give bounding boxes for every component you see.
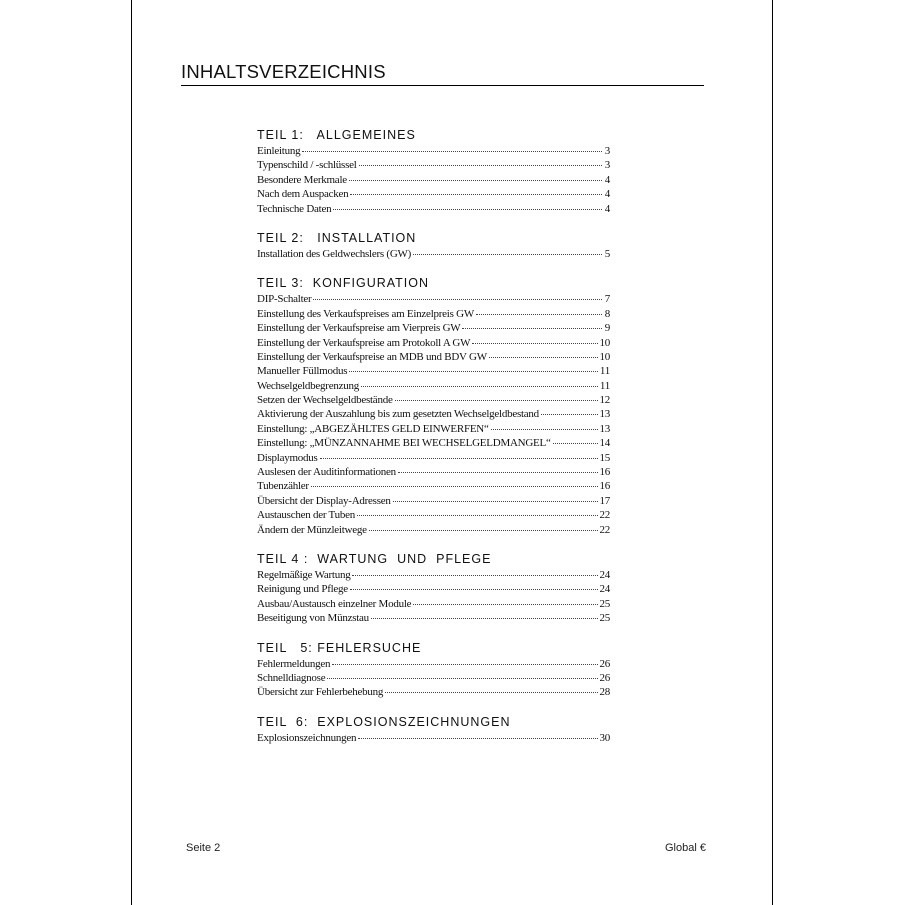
toc-entry-label: Einleitung (257, 145, 301, 157)
toc-entry-label: Übersicht der Display-Adressen (257, 494, 391, 507)
page-title: INHALTSVERZEICHNIS (181, 61, 386, 82)
toc-entry[interactable] (257, 582, 610, 596)
toc-entry[interactable] (257, 144, 610, 158)
toc-entry-page: 16 (599, 480, 610, 493)
toc-entry-page: 17 (599, 494, 610, 507)
toc-section-heading: TEIL 1: ALLGEMEINES (257, 128, 416, 142)
toc-leader-dots (350, 589, 598, 590)
toc-section-heading: TEIL 2: INSTALLATION (257, 230, 417, 245)
toc-entry-page: 16 (599, 466, 610, 479)
toc-entry-page: 13 (599, 422, 610, 435)
toc-entry-label: Typenschild / -schlüssel (257, 159, 357, 172)
toc-leader-dots (553, 443, 598, 444)
toc-entry-label: DIP-Schalter (257, 293, 312, 306)
toc-entry[interactable] (257, 173, 610, 187)
toc-entry-label: Aktivierung der Auszahlung bis zum gesetzten Wechselgeldbestand (257, 408, 539, 421)
toc-section-heading: TEIL 5: FEHLERSUCHE (257, 640, 422, 655)
toc-leader-dots (332, 664, 597, 665)
toc-entry-label: Setzen der Wechselgeldbestände (257, 394, 393, 407)
toc-entry[interactable] (257, 523, 610, 537)
toc-section-heading: TEIL 3: KONFIGURATION (257, 276, 430, 291)
toc-entry-page: 5 (604, 247, 610, 260)
toc-entry[interactable] (257, 187, 610, 201)
toc-entry-page: 9 (604, 322, 610, 335)
toc-entry-label: Einstellung der Verkaufspreise an MDB und BDV GW (257, 350, 487, 363)
toc-leader-dots (371, 618, 598, 619)
toc-entry[interactable] (257, 202, 610, 216)
toc-entry-page: 22 (599, 509, 610, 522)
toc-leader-dots (369, 530, 598, 531)
toc-entry-page: 4 (604, 188, 610, 201)
toc-entry-page: 26 (599, 671, 610, 684)
toc-entry-page: 24 (599, 568, 610, 581)
toc-entry-label: Technische Daten (257, 202, 332, 215)
toc-entry[interactable] (257, 350, 610, 364)
toc-entry[interactable] (257, 508, 610, 522)
toc-entry-page: 3 (604, 145, 610, 157)
page-border-right (772, 0, 773, 905)
toc-entry[interactable] (257, 321, 610, 335)
toc-entry[interactable] (257, 247, 610, 261)
toc-entry[interactable] (257, 568, 610, 582)
toc-leader-dots (385, 692, 597, 693)
toc-entry-label: Einstellung der Verkaufspreise am Vierpreis GW (257, 322, 461, 335)
toc-entry[interactable] (257, 292, 610, 306)
table-of-contents (257, 127, 610, 759)
toc-entry-label: Übersicht zur Fehlerbehebung (257, 686, 384, 699)
toc-leader-dots (350, 194, 602, 195)
toc-leader-dots (327, 678, 597, 679)
toc-entry-page: 25 (599, 597, 610, 610)
toc-entry-page: 13 (599, 408, 610, 421)
toc-entry-label: Einstellung der Verkaufspreise am Protokoll A GW (257, 336, 471, 349)
toc-entry[interactable] (257, 494, 610, 508)
footer-page-number: Seite 2 (186, 842, 221, 854)
toc-entry-page: 10 (599, 336, 610, 349)
toc-leader-dots (302, 151, 602, 152)
toc-entry-label: Beseitigung von Münzstau (257, 612, 369, 625)
toc-entry-label: Regelmäßige Wartung (257, 568, 351, 581)
toc-entry[interactable] (257, 671, 610, 685)
toc-leader-dots (352, 575, 597, 576)
footer-product-name: Global € (665, 842, 706, 854)
toc-section-heading: TEIL 6: EXPLOSIONSZEICHNUNGEN (257, 714, 511, 729)
toc-entry-page: 4 (604, 202, 610, 215)
toc-entry-label: Ändern der Münzleitwege (257, 523, 367, 536)
toc-entry-label: Auslesen der Auditinformationen (257, 466, 396, 479)
toc-entry-page: 7 (604, 293, 610, 306)
toc-entry[interactable] (257, 393, 610, 407)
toc-entry-label: Schnelldiagnose (257, 671, 326, 684)
toc-entry[interactable] (257, 451, 610, 465)
toc-leader-dots (489, 357, 598, 358)
toc-entry-label: Tubenzähler (257, 480, 309, 493)
toc-entry[interactable] (257, 336, 610, 350)
toc-leader-dots (472, 343, 597, 344)
toc-entry-page: 12 (599, 394, 610, 407)
toc-entry-page: 22 (599, 523, 610, 536)
toc-entry-label: Einstellung: „MÜNZANNAHME BEI WECHSELGELDMANGEL“ (257, 437, 551, 450)
toc-entry-label: Wechselgeldbegrenzung (257, 379, 359, 392)
toc-leader-dots (333, 209, 602, 210)
toc-entry-label: Einstellung: „ABGEZÄHLTES GELD EINWERFEN“ (257, 422, 489, 435)
toc-entry[interactable] (257, 731, 610, 745)
toc-entry[interactable] (257, 597, 610, 611)
toc-entry-label: Fehlermeldungen (257, 657, 331, 670)
toc-entry[interactable] (257, 379, 610, 393)
toc-entry-page: 8 (604, 307, 610, 320)
toc-leader-dots (541, 414, 598, 415)
toc-entry-label: Explosionszeichnungen (257, 731, 357, 744)
toc-entry-page: 14 (599, 437, 610, 450)
toc-section (257, 640, 610, 700)
toc-entry[interactable] (257, 436, 610, 450)
toc-leader-dots (398, 472, 598, 473)
toc-leader-dots (349, 371, 598, 372)
toc-leader-dots (393, 501, 598, 502)
toc-entry-page: 28 (599, 686, 610, 699)
toc-section (257, 714, 610, 745)
toc-leader-dots (311, 486, 598, 487)
toc-entry[interactable] (257, 158, 610, 172)
toc-section (257, 275, 610, 537)
toc-leader-dots (491, 429, 598, 430)
toc-entry-page: 25 (599, 612, 610, 625)
toc-entry[interactable] (257, 611, 610, 625)
toc-entry-page: 4 (604, 173, 610, 186)
toc-entry[interactable] (257, 422, 610, 436)
toc-leader-dots (413, 254, 602, 255)
toc-section (257, 551, 610, 626)
toc-leader-dots (313, 299, 602, 300)
toc-entry-page: 26 (599, 657, 610, 670)
toc-entry-page: 30 (599, 731, 610, 744)
toc-entry-label: Installation des Geldwechslers (GW) (257, 247, 412, 260)
toc-entry-label: Einstellung des Verkaufspreises am Einzelpreis GW (257, 307, 474, 320)
toc-section (257, 127, 610, 216)
toc-entry-page: 11 (599, 379, 610, 392)
toc-entry-label: Austauschen der Tuben (257, 509, 356, 522)
toc-entry-page: 3 (604, 159, 610, 172)
toc-entry-page: 11 (599, 365, 610, 378)
toc-entry[interactable] (257, 407, 610, 421)
toc-entry-label: Reinigung und Pflege (257, 583, 348, 596)
toc-entry-page: 24 (599, 583, 610, 596)
toc-entry[interactable] (257, 364, 610, 378)
toc-leader-dots (361, 386, 598, 387)
toc-leader-dots (413, 604, 597, 605)
toc-leader-dots (476, 314, 602, 315)
toc-entry-label: Manueller Füllmodus (257, 365, 348, 378)
toc-entry-label: Nach dem Auspacken (257, 188, 349, 201)
toc-leader-dots (320, 458, 598, 459)
toc-entry[interactable] (257, 685, 610, 699)
toc-leader-dots (359, 165, 602, 166)
toc-entry[interactable] (257, 479, 610, 493)
toc-leader-dots (395, 400, 598, 401)
toc-entry-label: Ausbau/Austausch einzelner Module (257, 597, 412, 610)
title-underline (181, 85, 704, 86)
toc-entry-page: 15 (599, 451, 610, 464)
toc-leader-dots (357, 515, 597, 516)
toc-entry[interactable] (257, 307, 610, 321)
toc-entry-label: Besondere Merkmale (257, 173, 347, 186)
page-border-left (131, 0, 132, 905)
toc-section (257, 230, 610, 261)
toc-leader-dots (349, 180, 602, 181)
toc-leader-dots (462, 328, 602, 329)
toc-entry[interactable] (257, 465, 610, 479)
toc-section-heading: TEIL 4 : WARTUNG UND PFLEGE (257, 551, 492, 566)
toc-entry[interactable] (257, 657, 610, 671)
toc-entry-label: Displaymodus (257, 451, 318, 464)
toc-entry-page: 10 (599, 350, 610, 363)
toc-leader-dots (358, 738, 597, 739)
